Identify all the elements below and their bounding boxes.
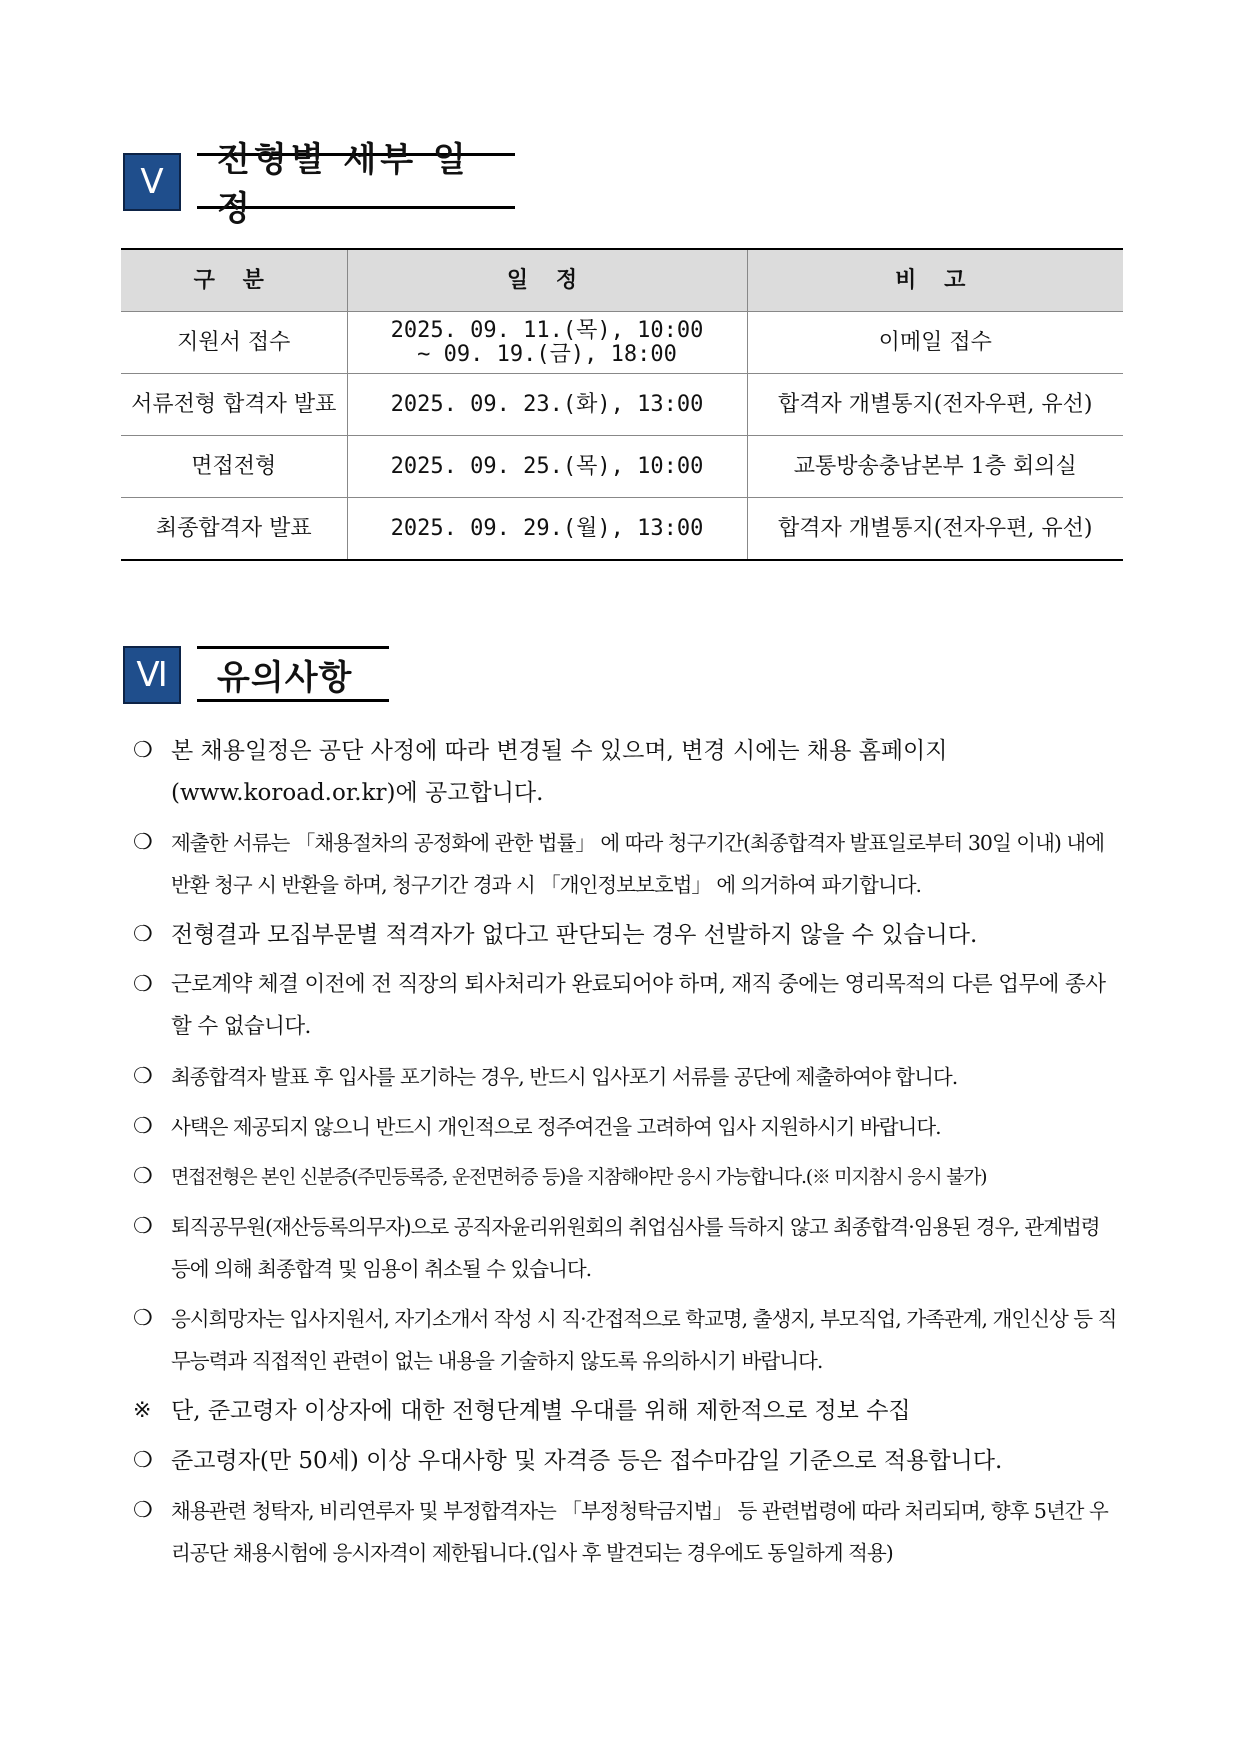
section-title: 유의사항	[197, 646, 389, 702]
list-item	[133, 1106, 1123, 1148]
list-item	[133, 1206, 1123, 1290]
notice-text: 사택은 제공되지 않으니 반드시 개인적으로 정주여건을 고려하여 입사 지원하시기 바랍니다.	[171, 1115, 941, 1139]
list-item	[133, 1156, 1123, 1198]
notice-text: 본 채용일정은 공단 사정에 따라 변경될 수 있으며, 변경 시에는 채용 홈페이지 (www.koroad.or.kr)에 공고합니다.	[171, 738, 948, 806]
list-item	[133, 730, 1123, 814]
section-title: 전형별 세부 일정	[197, 153, 515, 209]
list-item	[133, 1440, 1123, 1482]
circle-bullet-icon: ❍	[133, 738, 153, 763]
section-number-badge: Ⅵ	[123, 646, 181, 704]
circle-bullet-icon: ❍	[133, 1498, 152, 1523]
table-row	[121, 498, 1123, 561]
cell-category: 면접전형	[121, 436, 347, 498]
notice-text: 제출한 서류는 「채용절차의 공정화에 관한 법률」 에 따라 청구기간(최종합격자 발표일로부터 30일 이내) 내에 반환 청구 시 반환을 하며, 청구기간 경과 시 「개인정보보호법」 에 의거하여 파기합니다.	[171, 831, 1105, 897]
circle-bullet-icon: ❍	[133, 1114, 152, 1139]
cell-date: 2025. 09. 25.(목), 10:00	[347, 436, 747, 498]
date-line: ~ 09. 19.(금), 18:00	[417, 341, 677, 367]
notice-text: 단, 준고령자 이상자에 대한 전형단계별 우대를 위해 제한적으로 정보 수집	[171, 1398, 911, 1424]
notice-text: 최종합격자 발표 후 입사를 포기하는 경우, 반드시 입사포기 서류를 공단에 제출하여야 합니다.	[171, 1065, 958, 1089]
list-item	[133, 822, 1123, 906]
schedule-table	[121, 248, 1123, 561]
list-item	[133, 914, 1123, 956]
cell-category: 서류전형 합격자 발표	[121, 374, 347, 436]
cell-note: 합격자 개별통지(전자우편, 유선)	[747, 374, 1123, 436]
cell-note: 교통방송충남본부 1층 회의실	[747, 436, 1123, 498]
table-row	[121, 436, 1123, 498]
list-item	[133, 1390, 1123, 1432]
notice-text: 퇴직공무원(재산등록의무자)으로 공직자윤리위원회의 취업심사를 득하지 않고 최종합격·임용된 경우, 관계법령 등에 의해 최종합격 및 임용이 취소될 수 있습니다.	[171, 1215, 1100, 1281]
circle-bullet-icon: ❍	[133, 1306, 152, 1331]
cell-date: 2025. 09. 29.(월), 13:00	[347, 498, 747, 561]
circle-bullet-icon: ❍	[133, 922, 153, 947]
notice-text: 준고령자(만 50세) 이상 우대사항 및 자격증 등은 접수마감일 기준으로 적용합니다.	[171, 1448, 1003, 1474]
list-item	[133, 964, 1123, 1048]
table-row	[121, 312, 1123, 374]
notice-text: 근로계약 체결 이전에 전 직장의 퇴사처리가 완료되어야 하며, 재직 중에는 영리목적의 다른 업무에 종사할 수 없습니다.	[171, 972, 1106, 1039]
cell-note: 합격자 개별통지(전자우편, 유선)	[747, 498, 1123, 561]
section-number-badge: Ⅴ	[123, 153, 181, 211]
circle-bullet-icon: ❍	[133, 1064, 152, 1089]
notice-text: 채용관련 청탁자, 비리연루자 및 부정합격자는 「부정청탁금지법」 등 관련법령에 따라 처리되며, 향후 5년간 우리공단 채용시험에 응시자격이 제한됩니다.(입사 후 발견되는 경우에도 동일하게 적용)	[171, 1499, 1108, 1565]
list-item	[133, 1298, 1123, 1382]
circle-bullet-icon: ❍	[133, 1214, 152, 1239]
column-header-date: 일 정	[347, 249, 747, 312]
section-heading-schedule	[123, 140, 515, 229]
cell-category: 최종합격자 발표	[121, 498, 347, 561]
reference-mark-icon: ※	[133, 1398, 152, 1423]
column-header-note: 비 고	[747, 249, 1123, 312]
list-item	[133, 1056, 1123, 1098]
notice-text: 전형결과 모집부문별 적격자가 없다고 판단되는 경우 선발하지 않을 수 있습니다.	[171, 922, 978, 948]
cell-category: 지원서 접수	[121, 312, 347, 374]
table-row	[121, 374, 1123, 436]
table-header-row	[121, 249, 1123, 312]
cell-date	[347, 312, 747, 374]
date-line: 2025. 09. 11.(목), 10:00	[390, 318, 704, 344]
section-heading-notices	[123, 646, 389, 704]
circle-bullet-icon: ❍	[133, 1448, 153, 1473]
column-header-category: 구 분	[121, 249, 347, 312]
circle-bullet-icon: ❍	[133, 830, 152, 855]
list-item	[133, 1490, 1123, 1574]
circle-bullet-icon: ❍	[133, 1164, 152, 1189]
notice-text: 면접전형은 본인 신분증(주민등록증, 운전면허증 등)을 지참해야만 응시 가능합니다.(※ 미지참시 응시 불가)	[171, 1166, 987, 1188]
cell-note: 이메일 접수	[747, 312, 1123, 374]
cell-date: 2025. 09. 23.(화), 13:00	[347, 374, 747, 436]
circle-bullet-icon: ❍	[133, 972, 153, 997]
notice-text: 응시희망자는 입사지원서, 자기소개서 작성 시 직·간접적으로 학교명, 출생지, 부모직업, 가족관계, 개인신상 등 직무능력과 직접적인 관련이 없는 내용을 기술하지 않도록 유의하시기 바랍니다.	[171, 1307, 1117, 1373]
notice-list	[133, 730, 1123, 1582]
